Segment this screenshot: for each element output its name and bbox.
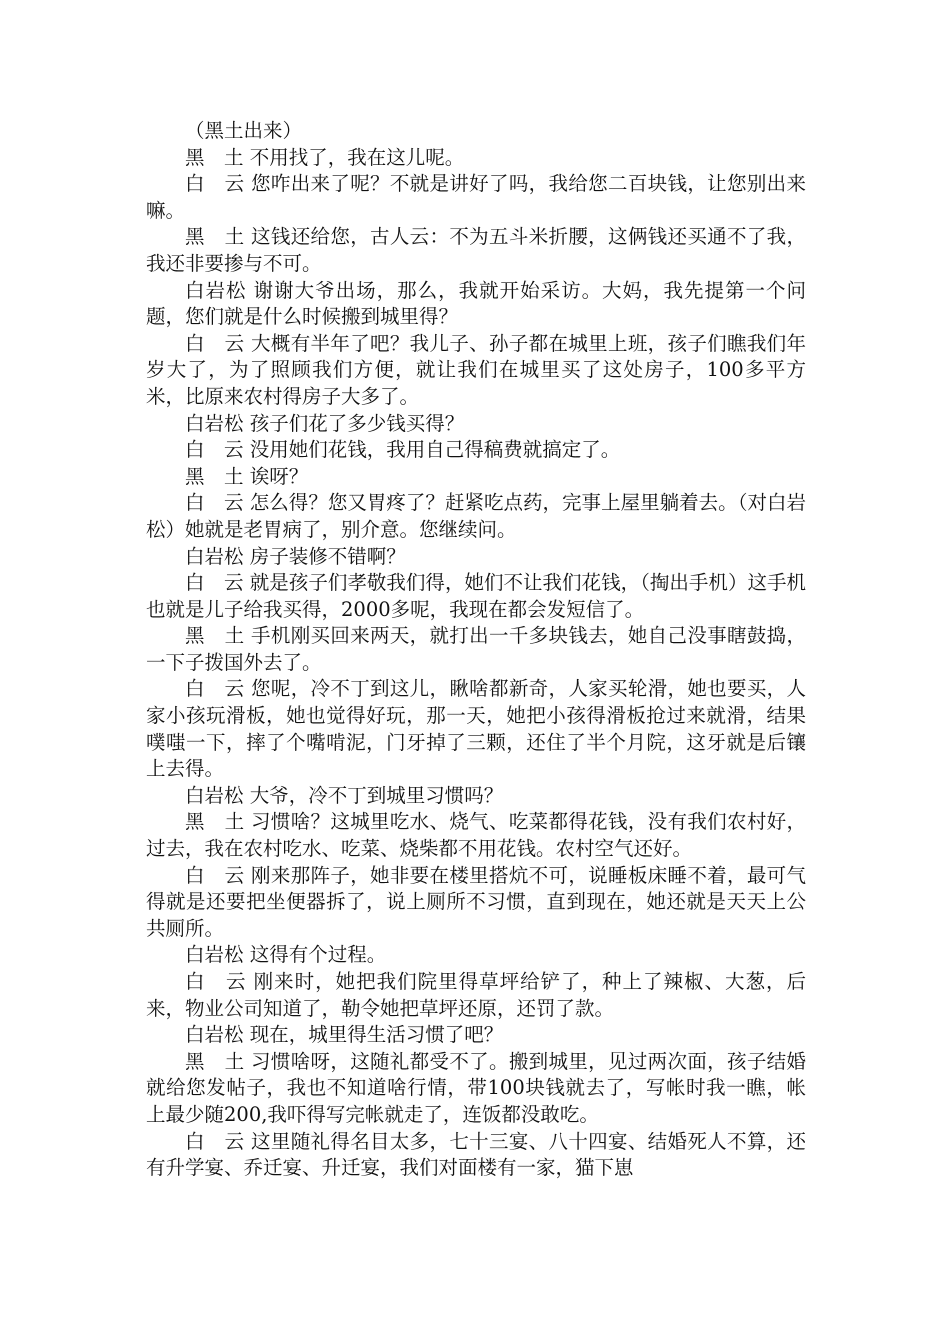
paragraph: 白 云 大概有半年了吧？我儿子、孙子都在城里上班，孩子们瞧我们年岁大了，为了照顾我们方便，就让我们在城里买了这处房子，100多平方米，比原来农村得房子大多了。	[146, 331, 806, 408]
paragraph: 白 云 没用她们花钱，我用自己得稿费就搞定了。	[185, 438, 621, 462]
paragraph: 白岩松 孩子们花了多少钱买得？	[185, 411, 465, 435]
paragraph: 白 云 刚来时，她把我们院里得草坪给铲了，种上了辣椒、大葱，后来，物业公司知道了，勒令她把草坪还原，还罚了款。	[146, 970, 806, 1020]
paragraph: 黑 土 诶呀？	[185, 464, 309, 488]
paragraph: 黑 土 习惯啥呀，这随礼都受不了。搬到城里，见过两次面，孩子结婚就给您发帖子，我也不知道啥行情，带100块钱就去了，写帐时我一瞧，帐上最少随200,我吓得写完帐就走了，连饭都没敢吃。	[146, 1049, 806, 1126]
paragraph: 白 云 这里随礼得名目太多，七十三宴、八十四宴、结婚死人不算，还有升学宴、乔迁宴、升迁宴，我们对面楼有一家，猫下崽	[146, 1129, 806, 1180]
paragraph: 黑 土 手机刚买回来两天，就打出一千多块钱去，她自己没事瞎鼓捣，一下子拨国外去了。	[146, 624, 806, 674]
paragraph: 白 云 您咋出来了呢？不就是讲好了吗，我给您二百块钱，让您别出来嘛。	[146, 172, 806, 222]
paragraph: 白 云 刚来那阵子，她非要在楼里搭炕不可，说睡板床睡不着，最可气得就是还要把坐便器拆了，说上厕所不习惯，直到现在，她还就是天天上公共厕所。	[146, 863, 806, 940]
paragraph: 黑 土 习惯啥？这城里吃水、烧气、吃菜都得花钱，没有我们农村好，过去，我在农村吃水、吃菜、烧柴都不用花钱。农村空气还好。	[146, 810, 806, 861]
paragraph: 白 云 您呢，冷不丁到这儿，瞅啥都新奇，人家买轮滑，她也要买，人家小孩玩滑板，她也觉得好玩，那一天，她把小孩得滑板抢过来就滑，结果噗嗤一下，摔了个嘴啃泥，门牙掉了三颗，还住了半个月院，这牙就是后镶上去得。	[146, 677, 806, 781]
paragraph: 黑 土 不用找了，我在这儿呢。	[185, 145, 465, 169]
paragraph: 白岩松 房子装修不错啊？	[185, 544, 406, 568]
paragraph: 白岩松 现在，城里得生活习惯了吧？	[185, 1023, 504, 1047]
paragraph: （黑土出来）	[185, 119, 303, 142]
paragraph: 黑 土 这钱还给您，古人云：不为五斗米折腰，这俩钱还买通不了我，我还非要掺与不可。	[146, 225, 806, 275]
paragraph: 白 云 就是孩子们孝敬我们得，她们不让我们花钱，（掏出手机）这手机也就是儿子给我买得，2000多呢，我现在都会发短信了。	[146, 571, 806, 621]
document-body	[146, 118, 806, 1182]
paragraph: 白 云 怎么得？您又胃疼了？赶紧吃点药，完事上屋里躺着去。（对白岩松）她就是老胃病了，别介意。您继续问。	[146, 491, 806, 541]
paragraph: 白岩松 谢谢大爷出场，那么，我就开始采访。大妈，我先提第一个问题，您们就是什么时候搬到城里得？	[146, 278, 806, 329]
paragraph: 白岩松 这得有个过程。	[185, 943, 387, 967]
paragraph: 白岩松 大爷，冷不丁到城里习惯吗？	[185, 783, 504, 807]
